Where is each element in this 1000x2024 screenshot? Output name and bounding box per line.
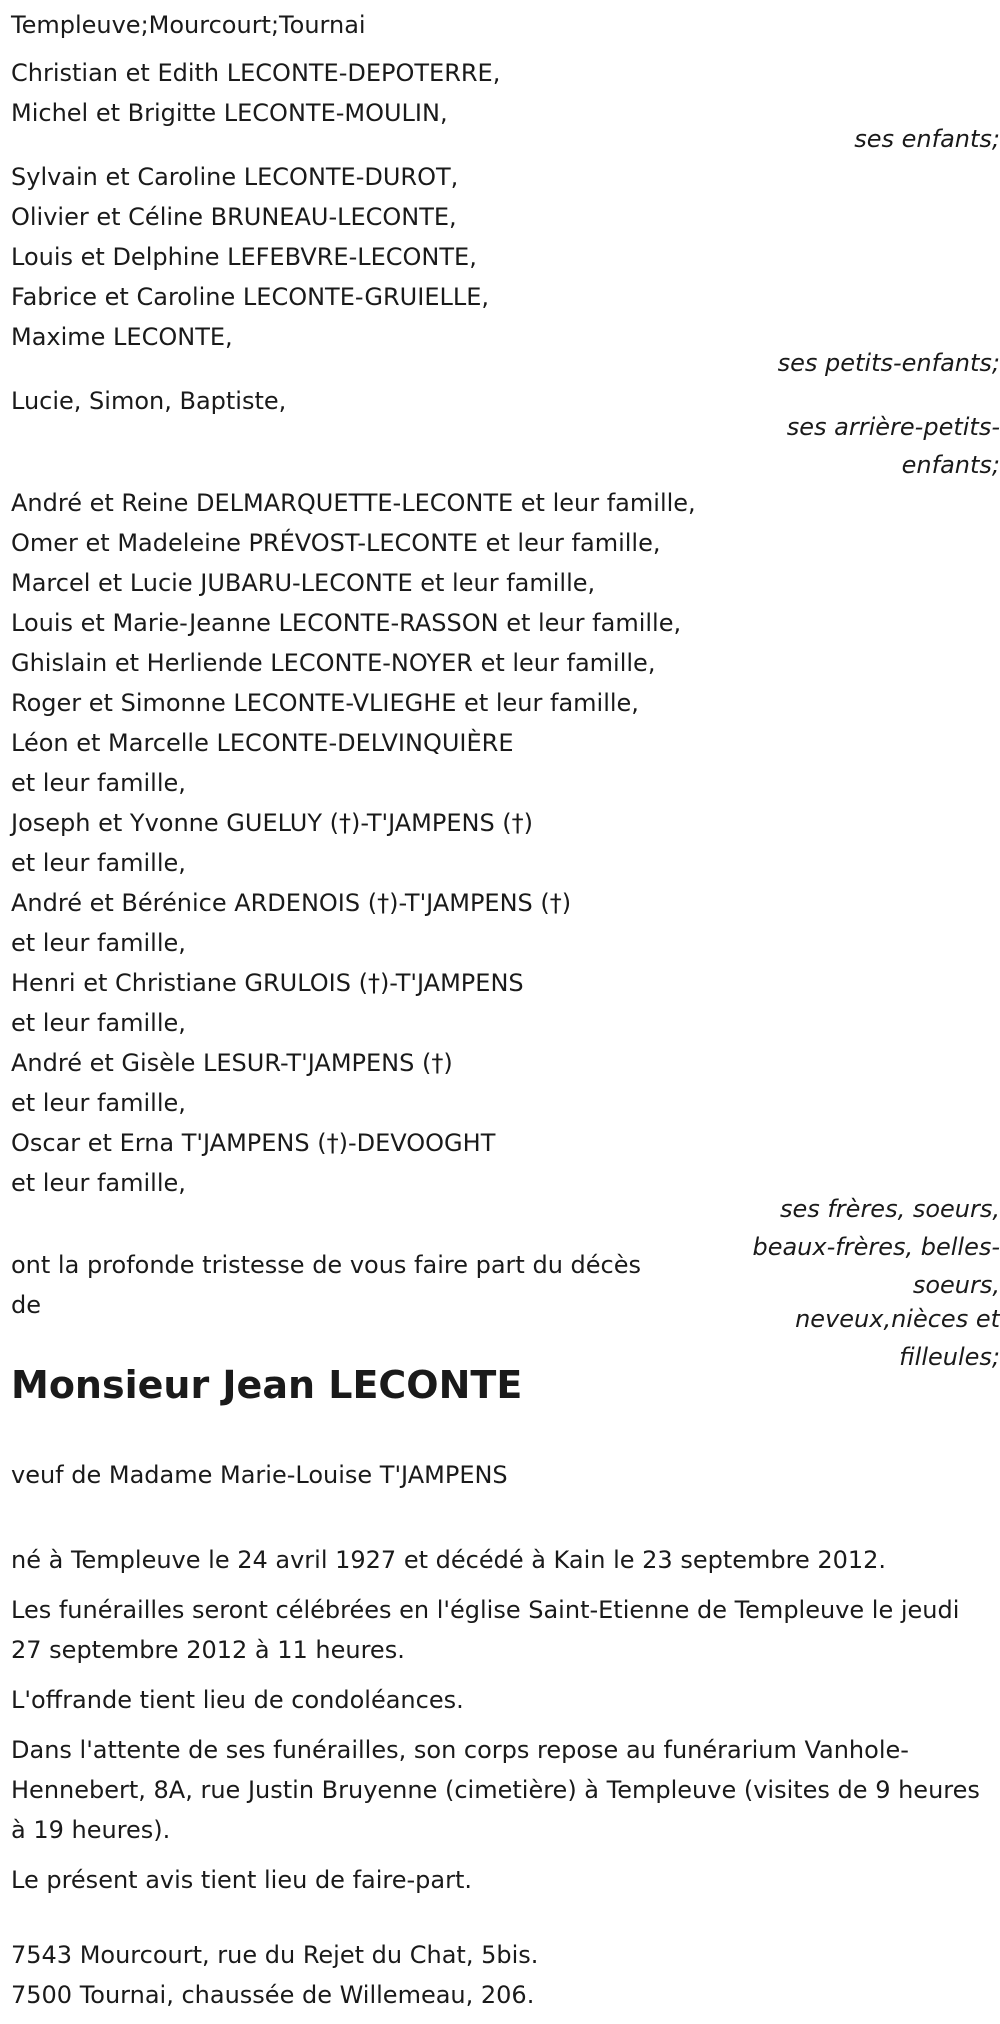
great-grandchildren-relation: ses arrière-petits-enfants; [786, 413, 1000, 479]
sibling-line: André et Bérénice ARDENOIS (†)-T'JAMPENS (†) [11, 889, 572, 917]
sibling-line: et leur famille, [11, 769, 186, 797]
grandchildren-relation: ses petits-enfants; [777, 349, 1000, 377]
sibling-line: Roger et Simonne LECONTE-VLIEGHE et leur famille, [11, 689, 639, 717]
notice-line: Le présent avis tient lieu de faire-part. [11, 1866, 473, 1894]
children-relation: ses enfants; [854, 125, 1000, 153]
sibling-line: et leur famille, [11, 1169, 186, 1197]
sibling-line: André et Gisèle LESUR-T'JAMPENS (†) [11, 1049, 453, 1077]
address-line: 7543 Mourcourt, rue du Rejet du Chat, 5bis. [11, 1941, 539, 1969]
grandchild-name: Fabrice et Caroline LECONTE-GRUIELLE, [11, 283, 490, 311]
sibling-line: et leur famille, [11, 1089, 186, 1117]
offering-note: L'offrande tient lieu de condoléances. [11, 1686, 464, 1714]
grandchild-name: Olivier et Céline BRUNEAU-LECONTE, [11, 203, 457, 231]
sibling-line: Léon et Marcelle LECONTE-DELVINQUIÈRE [11, 729, 514, 757]
grandchild-name: Louis et Delphine LEFEBVRE-LECONTE, [11, 243, 477, 271]
siblings-relation-extended: neveux,nièces et filleules; [795, 1305, 1000, 1371]
sibling-line: Joseph et Yvonne GUELUY (†)-T'JAMPENS (†) [11, 809, 534, 837]
sibling-line: et leur famille, [11, 1009, 186, 1037]
sibling-line: Ghislain et Herliende LECONTE-NOYER et leur famille, [11, 649, 656, 677]
sibling-line: et leur famille, [11, 929, 186, 957]
children-name: Michel et Brigitte LECONTE-MOULIN, [11, 99, 448, 127]
sibling-line: André et Reine DELMARQUETTE-LECONTE et leur famille, [11, 489, 696, 517]
grandchild-name: Sylvain et Caroline LECONTE-DUROT, [11, 163, 459, 191]
address-line: 7500 Tournai, chaussée de Willemeau, 206. [11, 1981, 535, 2009]
announcement-text: de [11, 1291, 41, 1319]
siblings-relation: ses frères, soeurs, beaux-frères, belles-soeurs, [752, 1195, 1000, 1299]
widower-line: veuf de Madame Marie-Louise T'JAMPENS [11, 1461, 508, 1489]
birth-death: né à Templeuve le 24 avril 1927 et décédé à Kain le 23 septembre 2012. [11, 1546, 887, 1574]
sibling-line: Louis et Marie-Jeanne LECONTE-RASSON et leur famille, [11, 609, 682, 637]
great-grandchild-names: Lucie, Simon, Baptiste, [11, 387, 287, 415]
sibling-line: et leur famille, [11, 849, 186, 877]
funerarium-info: Dans l'attente de ses funérailles, son corps repose au funérarium Vanhole-Hennebert, 8A, rue Justin Bruyenne (cimetière) à Templeuve (visites de 9 heures à 19 heures). [11, 1736, 980, 1844]
children-name: Christian et Edith LECONTE-DEPOTERRE, [11, 59, 501, 87]
sibling-line: Marcel et Lucie JUBARU-LECONTE et leur famille, [11, 569, 596, 597]
sibling-line: Oscar et Erna T'JAMPENS (†)-DEVOOGHT [11, 1129, 496, 1157]
sibling-line: Omer et Madeleine PRÉVOST-LECONTE et leur famille, [11, 529, 661, 557]
announcement-text: ont la profonde tristesse de vous faire part du décès [11, 1251, 641, 1279]
deceased-name: Monsieur Jean LECONTE [11, 1363, 523, 1407]
sibling-line: Henri et Christiane GRULOIS (†)-T'JAMPENS [11, 969, 524, 997]
header-locations: Templeuve;Mourcourt;Tournai [11, 11, 366, 39]
grandchild-name: Maxime LECONTE, [11, 323, 233, 351]
funeral-info: Les funérailles seront célébrées en l'église Saint-Etienne de Templeuve le jeudi 27 septembre 2012 à 11 heures. [11, 1596, 960, 1664]
